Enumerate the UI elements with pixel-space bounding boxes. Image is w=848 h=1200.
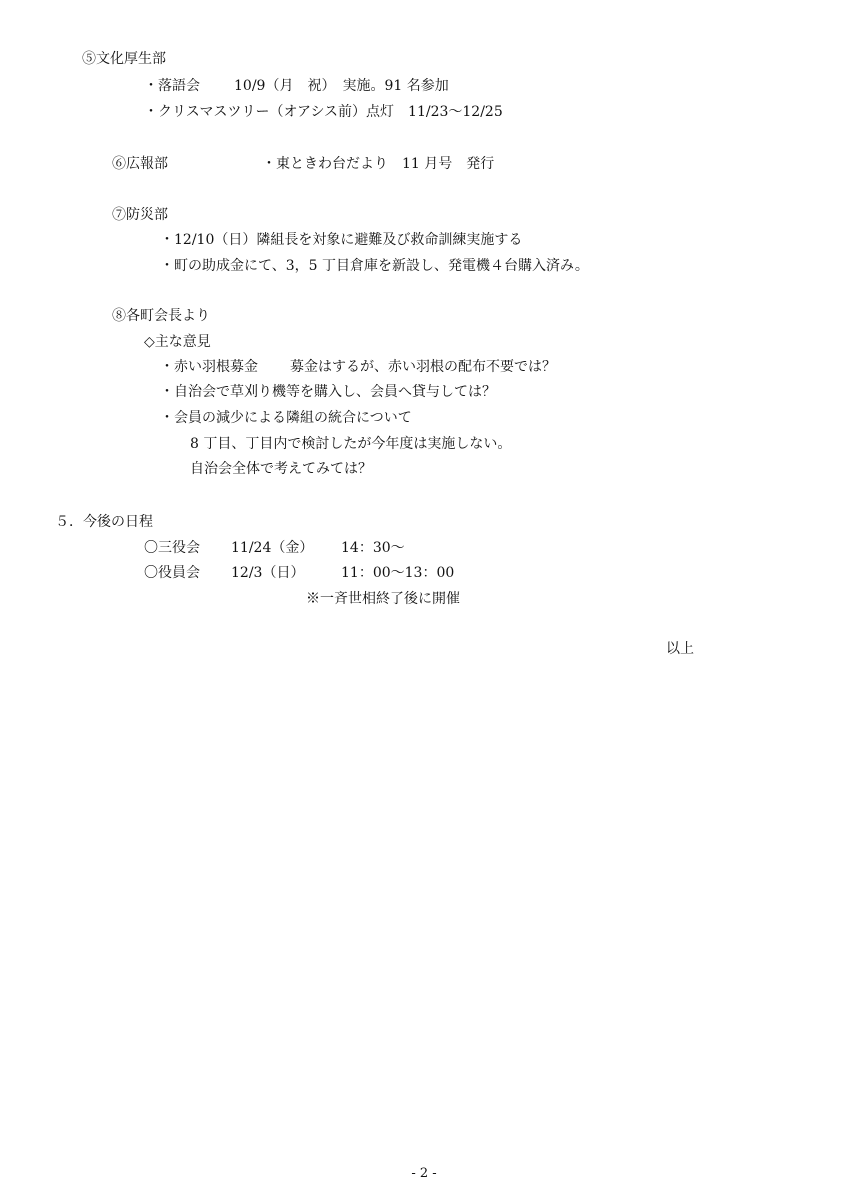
schedule-date: 12/3（日） [231, 565, 305, 581]
section-heading-text: ・東ときわ台だより 11 月号 発行 [262, 156, 495, 172]
schedule-time: 11：00〜13：00 [341, 565, 455, 581]
schedule-date: 11/24（金） [231, 540, 314, 556]
list-item-subsidy: ・町の助成金にて、3，5 丁目倉庫を新設し、発電機４台購入済み。 [160, 258, 589, 274]
list-item-label: ・赤い羽根募金 [160, 359, 258, 375]
list-item-text: 募金はするが、赤い羽根の配布不要では？ [290, 359, 556, 375]
section-heading-culture: ⑤文化厚生部 [82, 51, 166, 67]
section-heading-chairs: ⑧各町会長より [112, 308, 210, 324]
list-item-mower: ・自治会で草刈り機等を購入し、会員へ貸与しては？ [160, 384, 496, 400]
list-item-detail: 8 丁目、丁目内で検討したが今年度は実施しない。 [190, 436, 512, 452]
list-item-text: 10/9（月 祝） 実施。91 名参加 [234, 78, 449, 94]
section-heading-pr [112, 155, 494, 173]
list-item-red-feather [160, 358, 556, 376]
subheading-opinions: ◇主な意見 [144, 334, 211, 350]
closing-text: 以上 [666, 641, 694, 657]
schedule-label: 〇役員会 [144, 565, 200, 581]
section-heading-schedule: ５．今後の日程 [55, 514, 153, 530]
schedule-row [144, 564, 454, 582]
schedule-row [144, 539, 405, 557]
schedule-label: 〇三役会 [144, 540, 200, 556]
list-item-label: ・落語会 [144, 78, 200, 94]
section-heading-disaster: ⑦防災部 [112, 207, 168, 223]
schedule-time: 14：30〜 [341, 540, 405, 556]
page-number: - 2 - [411, 1166, 437, 1181]
list-item-christmas-tree: ・クリスマスツリー（オアシス前）点灯 11/23〜12/25 [144, 104, 503, 120]
list-item-detail: 自治会全体で考えてみては？ [190, 461, 372, 477]
section-heading-label: ⑥広報部 [112, 156, 168, 172]
list-item-merge: ・会員の減少による隣組の統合について [160, 410, 412, 426]
list-item-drill: ・12/10（日）隣組長を対象に避難及び救命訓練実施する [160, 232, 523, 248]
schedule-note: ※一斉世相終了後に開催 [306, 591, 460, 607]
list-item-rakugo [144, 77, 449, 95]
